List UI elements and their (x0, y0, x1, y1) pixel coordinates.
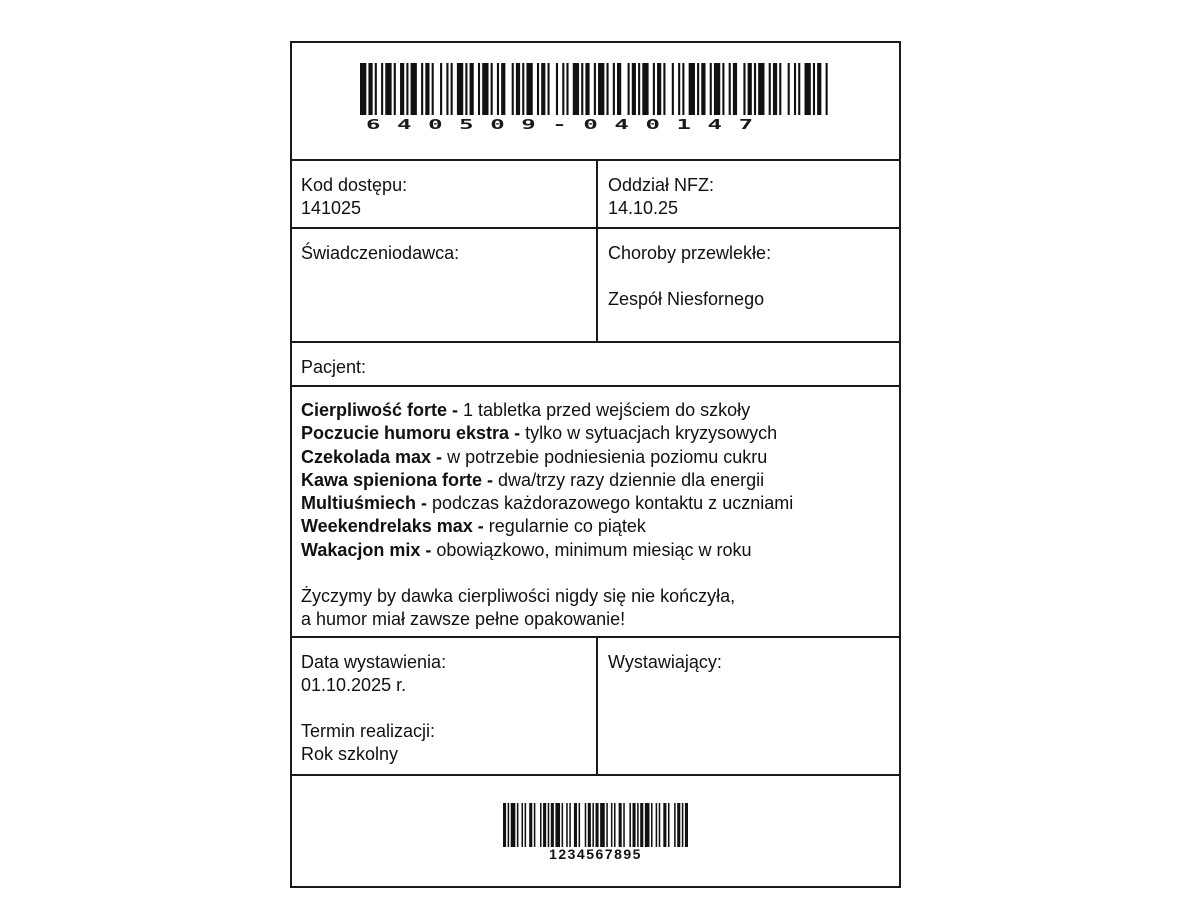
medication-item (301, 515, 890, 538)
barcode-bar (629, 803, 631, 847)
barcode-bar (659, 803, 661, 847)
barcode-bar (606, 803, 608, 847)
barcode-bar (663, 803, 666, 847)
barcode-bar (406, 63, 408, 115)
barcode-bar (606, 63, 608, 115)
barcode-bar (685, 803, 688, 847)
barcode-bar (714, 63, 720, 115)
issue-row (292, 638, 899, 776)
bottom-barcode-number: 1234567895 (549, 846, 642, 862)
barcode-bar (566, 63, 568, 115)
barcode-bar (529, 803, 532, 847)
medication-item (301, 469, 890, 492)
access-row (292, 161, 899, 229)
barcode-bar (465, 63, 467, 115)
barcode-bar (385, 63, 391, 115)
barcode-bar (623, 803, 625, 847)
barcode-bar (525, 803, 527, 847)
barcode-bar (633, 803, 636, 847)
issuer-label: Wystawiający: (608, 652, 722, 672)
access-code-cell (292, 161, 598, 227)
barcode-bar (710, 63, 712, 115)
wish-line: a humor miał zawsze pełne opakowanie! (301, 609, 626, 630)
nfz-branch-value: 14.10.25 (608, 198, 679, 218)
barcode-bar (682, 803, 684, 847)
barcode-bar (381, 63, 383, 115)
barcode-bar (573, 63, 579, 115)
barcode-bar (579, 803, 581, 847)
barcode-bar (592, 803, 594, 847)
issue-date-label: Data wystawienia: (301, 652, 447, 672)
medication-dosage: w potrzebie podniesienia poziomu cukru (442, 446, 768, 467)
barcode-bar (596, 803, 599, 847)
medication-dosage: dwa/trzy razy dziennie dla energii (493, 469, 765, 490)
medication-name: Poczucie humoru ekstra - (301, 423, 521, 444)
chronic-diseases-label: Choroby przewlekłe: (608, 243, 772, 263)
barcode-bar (628, 63, 630, 115)
barcode-bar (451, 63, 453, 115)
barcode-bar (729, 63, 731, 115)
barcode-bar (640, 803, 643, 847)
barcode-bar (668, 803, 670, 847)
patient-row (292, 343, 899, 387)
barcode-bar (677, 803, 680, 847)
barcode-bar (517, 803, 519, 847)
barcode-bar (432, 63, 434, 115)
barcode-bar (400, 63, 404, 115)
barcode-bar (798, 63, 800, 115)
patient-label: Pacjent: (301, 357, 367, 377)
medication-dosage: tylko w sytuacjach kryzysowych (520, 423, 778, 444)
medication-name: Kawa spieniona forte - (301, 469, 494, 490)
realization-term-label: Termin realizacji: (301, 721, 436, 741)
barcode-bar (421, 63, 423, 115)
barcode-bar (613, 63, 615, 115)
barcode-bar (642, 63, 648, 115)
barcode-bar (562, 803, 564, 847)
barcode-bar (674, 803, 676, 847)
barcode-bar (446, 63, 448, 115)
barcode-bar (663, 63, 665, 115)
barcode-bar (540, 803, 542, 847)
barcode-bar (588, 803, 591, 847)
barcode-bar (638, 63, 640, 115)
barcode-bar (548, 803, 550, 847)
barcode-bar (581, 63, 583, 115)
medication-item (301, 422, 890, 445)
barcode-bar (585, 803, 587, 847)
barcode-bar (619, 803, 622, 847)
barcode-bar (779, 63, 781, 115)
medication-name: Multiuśmiech - (301, 493, 428, 514)
barcode-bar (425, 63, 429, 115)
barcode-bar (794, 63, 796, 115)
realization-term-value: Rok szkolny (301, 744, 399, 764)
issue-dates-cell (292, 638, 598, 774)
barcode-bar (526, 63, 532, 115)
barcode-bar (614, 803, 616, 847)
top-barcode-number: 640509-040147 (366, 117, 770, 133)
barcode-bar (566, 803, 568, 847)
patient-cell (292, 343, 899, 379)
barcode-bar (394, 63, 396, 115)
barcode-bar (556, 63, 558, 115)
barcode-bar (748, 63, 752, 115)
barcode-bar (637, 803, 639, 847)
barcode-bar (697, 63, 699, 115)
access-code-label: Kod dostępu: (301, 175, 408, 195)
prescription-form (290, 41, 901, 888)
barcode-bar (805, 63, 811, 115)
barcode-bar (360, 63, 366, 115)
barcode-bar (754, 63, 756, 115)
barcode-bar (543, 803, 546, 847)
barcode-bar (701, 63, 705, 115)
barcode-bar (508, 803, 510, 847)
barcode-bar (632, 63, 636, 115)
medication-item (301, 539, 890, 562)
barcode-bar (511, 803, 516, 847)
nfz-branch-cell (598, 161, 899, 227)
barcode-bar (478, 63, 480, 115)
barcode-bar (547, 63, 549, 115)
barcode-bar (657, 63, 661, 115)
barcode-bar (491, 63, 493, 115)
barcode-bar (689, 63, 695, 115)
barcode-bar (813, 63, 815, 115)
barcode-bar (457, 63, 463, 115)
barcode-bar (516, 63, 520, 115)
barcode-bar (470, 63, 474, 115)
medication-name: Cierpliwość forte - (301, 400, 459, 420)
barcode-bar (773, 63, 777, 115)
medication-dosage: 1 tabletka przed wejściem do szkoły (458, 400, 751, 420)
access-code-value: 141025 (301, 198, 362, 218)
barcode-bar (574, 803, 577, 847)
barcode-bar (594, 63, 596, 115)
chronic-diseases-cell (598, 229, 899, 341)
barcode-bar (482, 63, 488, 115)
medication-name: Czekolada max - (301, 446, 443, 467)
barcode-bar (645, 803, 650, 847)
barcode-bar (769, 63, 771, 115)
provider-label: Świadczeniodawca: (301, 243, 460, 263)
bottom-barcode (503, 803, 688, 847)
barcode-bar (503, 803, 506, 847)
barcode-bar (522, 63, 524, 115)
issue-date-value: 01.10.2025 r. (301, 675, 407, 695)
provider-row (292, 229, 899, 343)
barcode-bar (656, 803, 658, 847)
barcode-bar (569, 803, 571, 847)
medications-row (292, 387, 899, 638)
barcode-bar (617, 63, 621, 115)
medication-item (301, 399, 890, 422)
medication-name: Weekendrelaks max - (301, 516, 484, 537)
barcode-bar (551, 803, 554, 847)
barcode-bar (440, 63, 442, 115)
barcode-bar (653, 63, 655, 115)
barcode-bar (512, 63, 514, 115)
medication-dosage: obowiązkowo, minimum miesiąc w roku (431, 539, 752, 560)
barcode-bar (368, 63, 372, 115)
wish-line: Życzymy by dawka cierpliwości nigdy się nie kończyła, (301, 586, 736, 607)
chronic-diseases-value: Zespół Niesfornego (608, 289, 765, 309)
barcode-bar (651, 803, 653, 847)
top-barcode-section (292, 43, 899, 161)
barcode-bar (600, 803, 605, 847)
barcode-bar (555, 803, 560, 847)
barcode-bar (497, 63, 499, 115)
barcode-bar (541, 63, 545, 115)
medication-name: Wakacjon mix - (301, 539, 432, 560)
barcode-bar (722, 63, 724, 115)
medication-item (301, 446, 890, 469)
barcode-bar (375, 63, 377, 115)
barcode-bar (522, 803, 524, 847)
barcode-bar (585, 63, 589, 115)
barcode-bar (743, 63, 745, 115)
wish-message (301, 585, 890, 632)
medication-dosage: regularnie co piątek (483, 516, 646, 537)
barcode-bar (411, 63, 417, 115)
medication-dosage: podczas każdorazowego kontaktu z uczniami (427, 493, 794, 514)
provider-cell (292, 229, 598, 341)
barcode-bar (817, 63, 821, 115)
bottom-barcode-section (292, 776, 899, 886)
top-barcode (360, 63, 834, 115)
barcode-bar (501, 63, 505, 115)
barcode-bar (598, 63, 604, 115)
nfz-branch-label: Oddział NFZ: (608, 175, 715, 195)
barcode-bar (678, 63, 680, 115)
issuer-cell (598, 638, 899, 774)
medication-item (301, 492, 890, 515)
barcode-bar (788, 63, 790, 115)
barcode-bar (672, 63, 674, 115)
barcode-bar (534, 803, 536, 847)
barcode-bar (758, 63, 764, 115)
barcode-bar (682, 63, 684, 115)
barcode-bar (733, 63, 737, 115)
barcode-bar (562, 63, 564, 115)
medication-list (292, 387, 899, 632)
barcode-bar (537, 63, 539, 115)
barcode-bar (826, 63, 828, 115)
barcode-bar (611, 803, 613, 847)
